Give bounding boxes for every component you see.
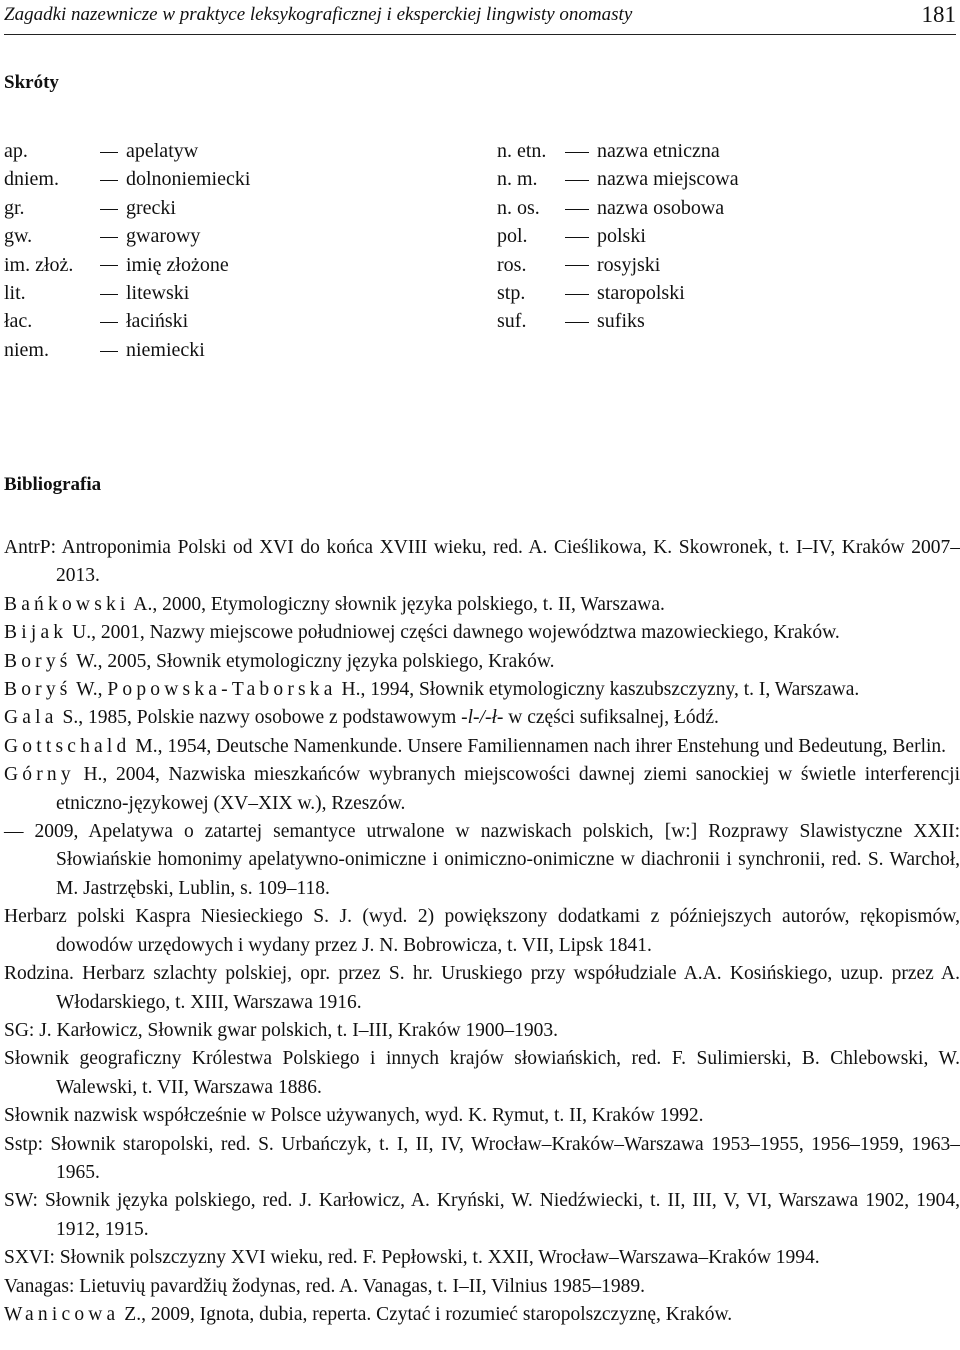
entry-text: U., 2001, Nazwy miejscowe południowej części dawnego województwa mazowieckiego, Kraków. [67, 622, 840, 644]
abbreviation-term: n. etn. [497, 140, 547, 162]
running-title: Zagadki nazewnicze w praktyce leksykograficznej i eksperckiej lingwisty onomasty [4, 4, 633, 25]
em-dash [100, 294, 118, 295]
author-name: Bańkowski [4, 593, 130, 615]
entry-text: w części sufiksalnej, Łódź. [503, 707, 719, 729]
abbreviation-meaning: polski [597, 225, 646, 248]
abbreviation-row [497, 222, 739, 250]
entry-text: SXVI: Słownik polszczyzny XVI wieku, red. F. Pepłowski, t. XXII, Wrocław–Warszawa–Kraków 1994. [4, 1247, 820, 1269]
bibliography-entry [4, 1131, 960, 1188]
author-name: Gottschald [4, 735, 131, 757]
author-name: Wanicowa [4, 1303, 120, 1325]
abbreviation-meaning: apelatyw [126, 140, 199, 162]
entry-text: A., 2000, Etymologiczny słownik języka polskiego, t. II, Warszawa. [129, 593, 665, 615]
abbreviation-meaning: sufiks [597, 310, 645, 333]
em-dash [100, 152, 118, 153]
abbreviation-row [497, 307, 739, 335]
entry-text: H., 2004, Nazwiska mieszkańców wybranych miejscowości dawnej ziemi sanockiej w świetle interferencji etniczno-językowej (XV–XIX w.), Rzeszów. [56, 764, 960, 814]
entry-text: Słownik nazwisk współcześnie w Polsce używanych, wyd. K. Rymut, t. II, Kraków 1992. [4, 1105, 704, 1127]
entry-text: — 2009, Apelatywa o zatartej semantyce utrwalone w nazwiskach polskich, [w:] Rozprawy Slawistyczne XXII: Słowiańskie homonimy apelatywno-onimiczne i onimiczno-onimiczne w diachronii i synchronii, red. S. Warchoł, M. Jastrzębski, Lublin, s. 109–118. [4, 821, 960, 899]
abbreviation-meaning: litewski [126, 281, 190, 304]
author-name: Gala [4, 707, 58, 729]
abbreviation-row [497, 251, 739, 279]
italic-text: -l-/-ł- [461, 707, 504, 729]
bibliography-entry [4, 1187, 960, 1244]
abbreviation-meaning: nazwa osobowa [597, 196, 725, 219]
abbreviation-row [4, 336, 250, 364]
em-dash [100, 265, 118, 266]
entry-text: Słownik geograficzny Królestwa Polskiego i innych krajów słowiańskich, red. F. Sulimierski, B. Chlebowski, W. Walewski, t. VII, Warszawa 1886. [4, 1048, 960, 1098]
em-dash [565, 294, 589, 295]
bibliography-entry [4, 1017, 960, 1045]
entry-text: Z., 2009, Ignota, dubia, reperta. Czytać i rozumieć staropolszczyznę, Kraków. [119, 1303, 733, 1325]
entry-text: AntrP: Antroponimia Polski od XVI do końca XVIII wieku, red. A. Cieślikowa, K. Skowronek, t. I–IV, Kraków 2007–2013. [4, 537, 960, 587]
em-dash [100, 209, 118, 210]
author-name: Górny [4, 764, 75, 786]
abbreviation-term: gr. [4, 196, 25, 219]
entry-text: Herbarz polski Kaspra Niesieckiego S. J. (wyd. 2) powiększony dodatkami z późniejszych autorów, rękopismów, dowodów urzędowych i wydany przez J. N. Bobrowicza, t. VII, Lipsk 1841. [4, 906, 960, 956]
bibliography-entry [4, 960, 960, 1017]
bibliography-entry [4, 676, 960, 704]
bibliography-entry [4, 534, 960, 591]
bibliography-entry [4, 761, 960, 818]
abbreviation-row [4, 307, 250, 335]
entry-text: M., 1954, Deutsche Namenkunde. Unsere Familiennamen nach ihrer Enstehung und Bedeutung, Berlin. [130, 735, 947, 757]
abbreviations-heading: Skróty [4, 72, 59, 93]
em-dash [565, 209, 589, 210]
bibliography-entry [4, 591, 960, 619]
bibliography-entry [4, 903, 960, 960]
abbreviation-term: ap. [4, 140, 28, 162]
em-dash [100, 351, 118, 352]
em-dash [565, 322, 589, 323]
abbreviation-term: pol. [497, 225, 528, 248]
abbreviation-row [4, 137, 250, 165]
abbreviation-row [4, 251, 250, 279]
page-number: 181 [921, 2, 956, 27]
abbreviation-row [4, 194, 250, 222]
entry-text: Rodzina. Herbarz szlachty polskiej, opr. przez S. hr. Uruskiego przy współudziale A.A. Kosińskiego, uzup. przez A. Włodarskiego, t. XIII, Warszawa 1916. [4, 963, 960, 1013]
abbreviation-term: dniem. [4, 168, 59, 191]
abbreviation-term: im. złoż. [4, 253, 74, 276]
bibliography-entry [4, 648, 960, 676]
entry-text: SG: J. Karłowicz, Słownik gwar polskich, t. I–III, Kraków 1900–1903. [4, 1019, 559, 1041]
abbreviation-term: łac. [4, 310, 33, 333]
em-dash [100, 322, 118, 323]
abbreviation-term: niem. [4, 338, 49, 361]
bibliography-entry [4, 1273, 960, 1301]
em-dash [100, 180, 118, 181]
abbreviation-term: gw. [4, 225, 33, 248]
bibliography-entry [4, 818, 960, 903]
abbreviation-meaning: gwarowy [126, 225, 201, 248]
em-dash [100, 237, 118, 238]
abbreviation-meaning: nazwa etniczna [597, 140, 720, 162]
abbreviation-row [4, 222, 250, 250]
em-dash [565, 152, 589, 153]
abbreviation-row [497, 137, 739, 165]
em-dash [565, 237, 589, 238]
entry-text: Vanagas: Lietuvių pavardžių žodynas, red. A. Vanagas, t. I–II, Vilnius 1985–1989. [4, 1275, 645, 1297]
entry-text: S., 1985, Polskie nazwy osobowe z podstawowym [57, 707, 462, 729]
entry-text: SW: Słownik języka polskiego, red. J. Karłowicz, A. Kryński, W. Niedźwiecki, t. II, III, V, VI, Warszawa 1902, 1904, 1912, 1915. [4, 1190, 960, 1240]
bibliography-entry [4, 704, 960, 732]
abbreviation-meaning: rosyjski [597, 253, 661, 276]
bibliography-entry [4, 1301, 960, 1329]
abbreviation-row [497, 194, 739, 222]
entry-text: H., 1994, Słownik etymologiczny kaszubszczyzny, t. I, Warszawa. [336, 679, 860, 701]
abbreviations-left-column [4, 137, 250, 364]
abbreviation-term: stp. [497, 281, 526, 304]
abbreviation-meaning: imię złożone [126, 253, 229, 276]
abbreviation-term: lit. [4, 281, 26, 304]
abbreviation-row [497, 279, 739, 307]
entry-text: Sstp: Słownik staropolski, red. S. Urbańczyk, t. I, II, IV, Wrocław–Kraków–Warszawa 1953–1955, 1956–1959, 1963–1965. [4, 1133, 960, 1183]
entry-text: W., [71, 679, 108, 701]
bibliography-list [4, 534, 960, 1329]
bibliography-entry [4, 619, 960, 647]
abbreviation-meaning: grecki [126, 196, 176, 219]
em-dash [565, 180, 589, 181]
abbreviation-term: suf. [497, 310, 527, 333]
abbreviation-meaning: niemiecki [126, 338, 205, 361]
author-name: Boryś [4, 650, 72, 672]
author-name: Boryś [4, 679, 72, 701]
abbreviation-row [4, 165, 250, 193]
abbreviation-term: n. os. [497, 196, 540, 219]
abbreviation-term: ros. [497, 253, 527, 276]
abbreviation-meaning: dolnoniemiecki [126, 168, 251, 191]
abbreviation-row [497, 165, 739, 193]
bibliography-entry [4, 1244, 960, 1272]
bibliography-entry [4, 1102, 960, 1130]
abbreviations-right-column [497, 137, 739, 336]
abbreviation-row [4, 279, 250, 307]
entry-text: W., 2005, Słownik etymologiczny języka polskiego, Kraków. [71, 650, 555, 672]
bibliography-entry [4, 1045, 960, 1102]
em-dash [565, 265, 589, 266]
abbreviation-meaning: nazwa miejscowa [597, 168, 739, 191]
abbreviation-meaning: łaciński [126, 310, 189, 333]
abbreviation-term: n. m. [497, 168, 538, 191]
abbreviation-meaning: staropolski [597, 281, 685, 304]
author-name: Popowska-Taborska [107, 679, 337, 701]
author-name: Bijak [4, 622, 68, 644]
running-header [4, 0, 956, 35]
bibliography-heading: Bibliografia [4, 474, 102, 495]
bibliography-entry [4, 733, 960, 761]
